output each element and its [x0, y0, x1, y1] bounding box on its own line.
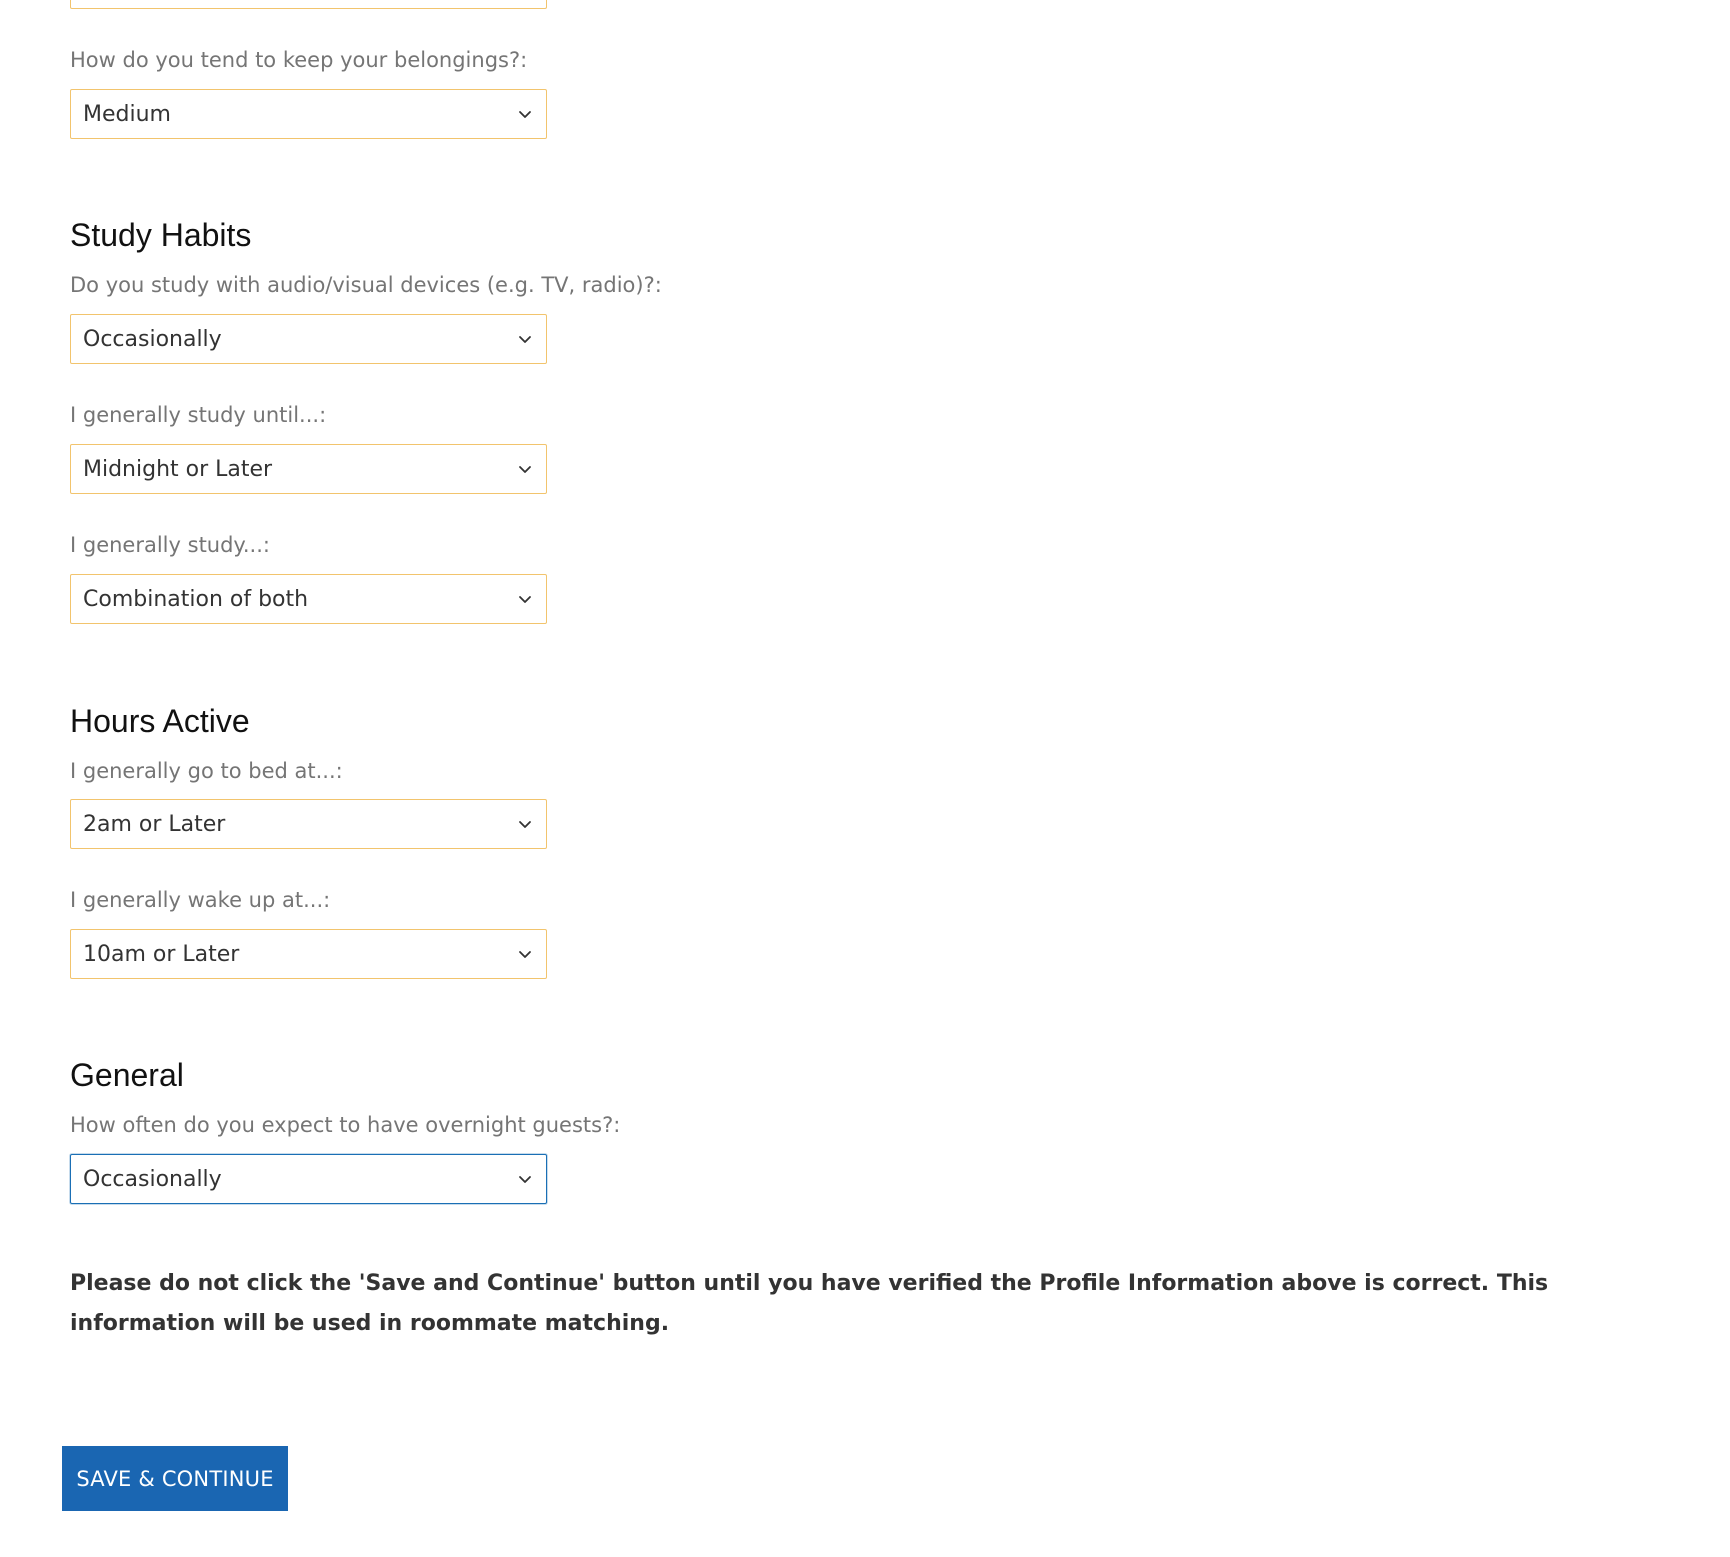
wake-time-label: I generally wake up at...:: [70, 888, 331, 912]
overnight-guests-label: How often do you expect to have overnight guests?:: [70, 1113, 621, 1137]
bed-time-select-value: 2am or Later: [83, 811, 226, 837]
audio-visual-label: Do you study with audio/visual devices (e.g. TV, radio)?:: [70, 273, 662, 297]
chevron-down-icon: [518, 819, 532, 829]
study-until-label: I generally study until...:: [70, 403, 327, 427]
bed-time-select[interactable]: [70, 799, 547, 849]
overnight-guests-select[interactable]: [70, 1154, 547, 1204]
audio-visual-select-value: Occasionally: [83, 326, 222, 352]
chevron-down-icon: [518, 594, 532, 604]
previous-select-partial[interactable]: [70, 0, 547, 9]
belongings-select[interactable]: [70, 89, 547, 139]
bed-time-label: I generally go to bed at...:: [70, 759, 343, 783]
belongings-label: How do you tend to keep your belongings?:: [70, 48, 528, 72]
study-how-select[interactable]: [70, 574, 547, 624]
section-heading-study-habits: Study Habits: [70, 217, 252, 253]
study-how-label: I generally study...:: [70, 533, 270, 557]
study-until-select-value: Midnight or Later: [83, 456, 273, 482]
chevron-down-icon: [518, 1174, 532, 1184]
chevron-down-icon: [518, 109, 532, 119]
section-heading-hours-active: Hours Active: [70, 703, 250, 739]
chevron-down-icon: [518, 334, 532, 344]
chevron-down-icon: [518, 464, 532, 474]
wake-time-select[interactable]: [70, 929, 547, 979]
chevron-down-icon: [518, 949, 532, 959]
study-how-select-value: Combination of both: [83, 586, 309, 612]
study-until-select[interactable]: [70, 444, 547, 494]
verification-notice: Please do not click the 'Save and Continue' button until you have verified the Profile Information above is correct. This information will be used in roommate matching.: [70, 1271, 1549, 1336]
audio-visual-select[interactable]: [70, 314, 547, 364]
save-continue-button[interactable]: SAVE & CONTINUE: [62, 1446, 288, 1511]
wake-time-select-value: 10am or Later: [83, 941, 240, 967]
section-heading-general: General: [70, 1057, 184, 1093]
belongings-select-value: Medium: [83, 101, 171, 127]
overnight-guests-select-value: Occasionally: [83, 1166, 222, 1192]
